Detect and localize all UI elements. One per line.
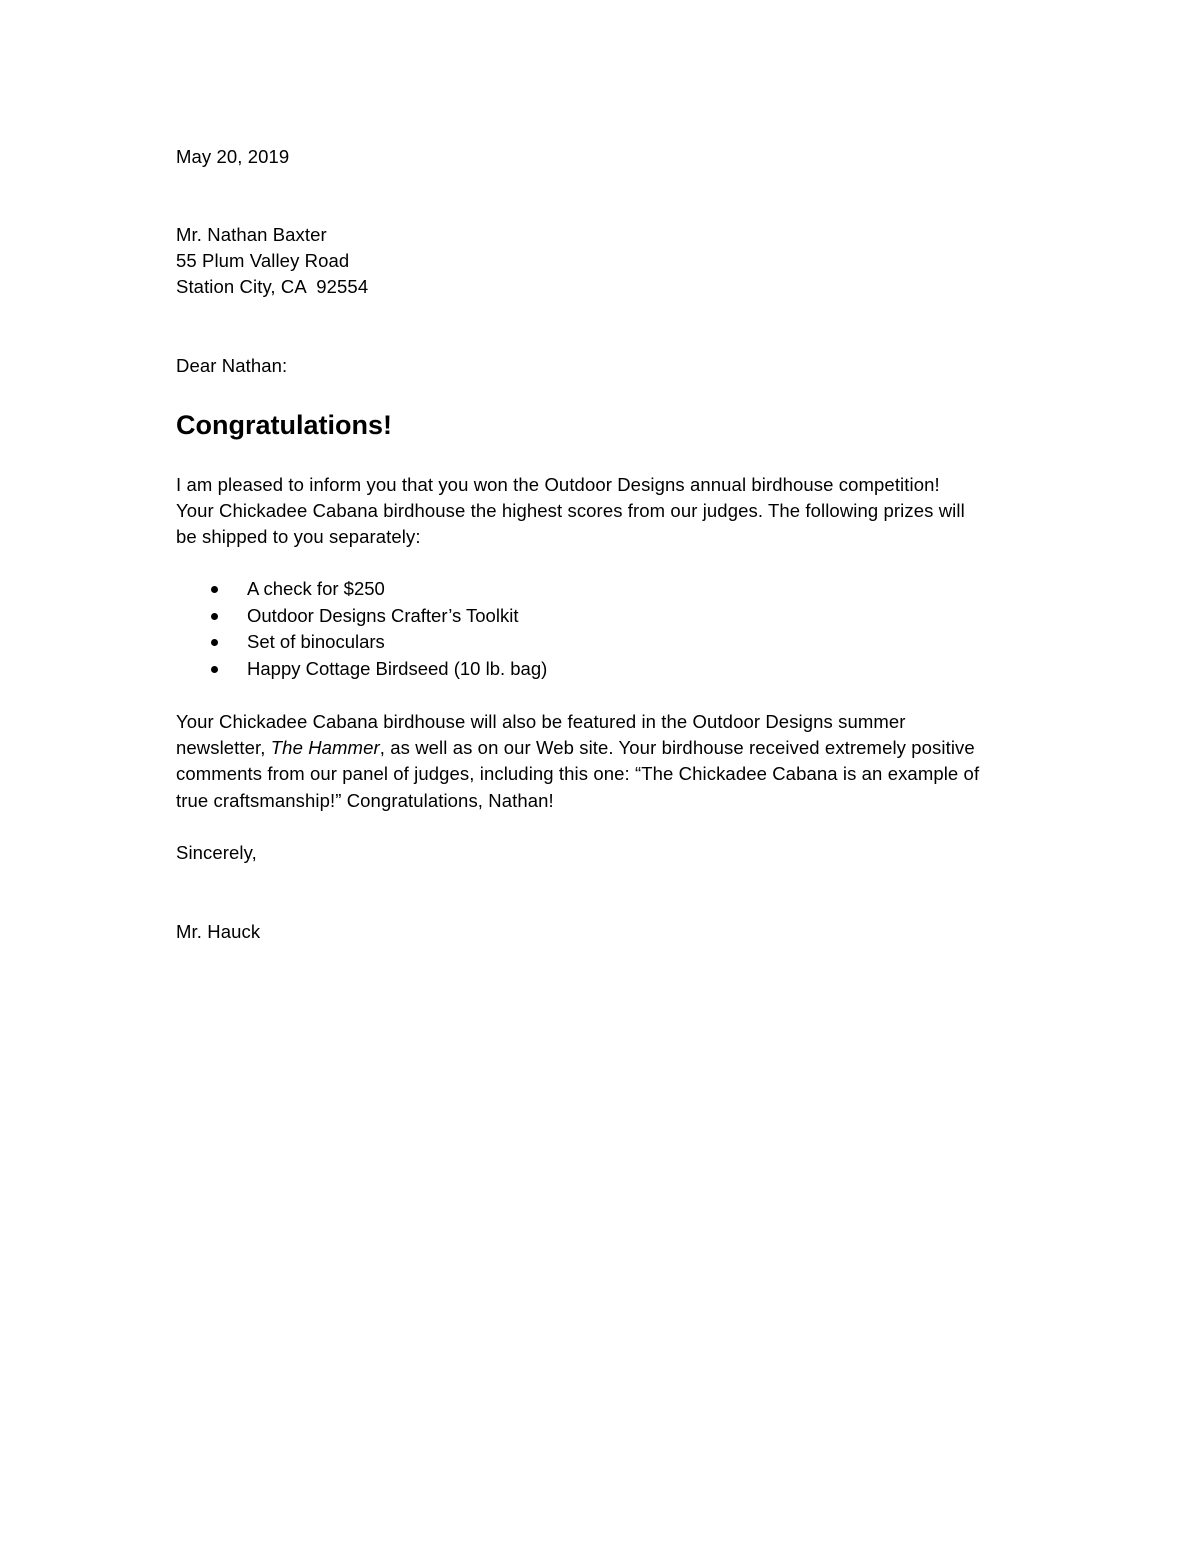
salutation: Dear Nathan:	[176, 355, 288, 376]
congratulations-heading: Congratulations!	[176, 410, 392, 440]
paragraph2-line3: comments from our panel of judges, including this one: “The Chickadee Cabana is an example of	[176, 763, 980, 784]
recipient-name: Mr. Nathan Baxter	[176, 224, 327, 245]
closing: Sincerely,	[176, 842, 257, 863]
bullet-icon	[211, 586, 218, 593]
paragraph2-line4: true craftsmanship!” Congratulations, Nathan!	[176, 790, 554, 811]
bullet-icon	[211, 639, 218, 646]
newsletter-title: The Hammer	[270, 737, 380, 758]
paragraph1-line2: Your Chickadee Cabana birdhouse the highest scores from our judges. The following prizes will	[176, 500, 965, 521]
signature-name: Mr. Hauck	[176, 921, 261, 942]
prize-text: Happy Cottage Birdseed (10 lb. bag)	[247, 658, 548, 679]
bullet-icon	[211, 666, 218, 673]
prize-text: Set of binoculars	[247, 631, 385, 652]
prize-text: A check for $250	[247, 578, 385, 599]
paragraph1-line1: I am pleased to inform you that you won the Outdoor Designs annual birdhouse competition!	[176, 474, 940, 495]
paragraph2-line2	[176, 735, 975, 761]
paragraph1-line3: be shipped to you separately:	[176, 526, 421, 547]
letter-date: May 20, 2019	[176, 146, 290, 167]
paragraph2-line2-start: newsletter,	[176, 737, 271, 758]
recipient-city-line: Station City, CA 92554	[176, 276, 369, 297]
prize-text: Outdoor Designs Crafter’s Toolkit	[247, 605, 519, 626]
paragraph2-line1: Your Chickadee Cabana birdhouse will also be featured in the Outdoor Designs summer	[176, 711, 906, 732]
recipient-street: 55 Plum Valley Road	[176, 250, 350, 271]
bullet-icon	[211, 613, 218, 620]
paragraph2-line2-end: , as well as on our Web site. Your birdhouse received extremely positive	[379, 737, 975, 758]
